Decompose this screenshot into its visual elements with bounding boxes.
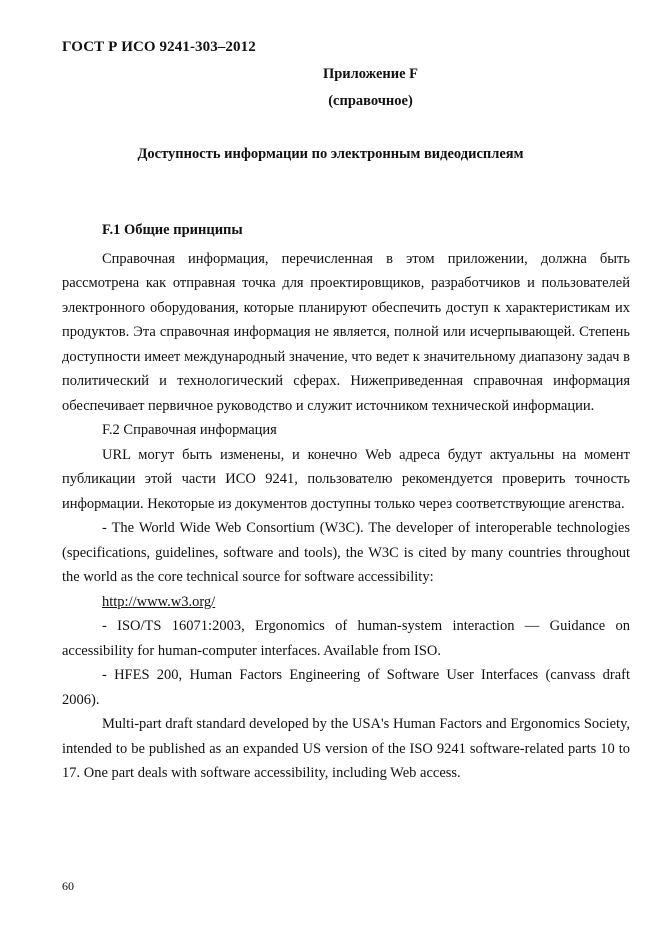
iso-paragraph: - ISO/TS 16071:2003, Ergonomics of human-system interaction — Guidance on accessibility for human-computer interfaces. Available from ISO. [62, 618, 630, 659]
document-body [62, 218, 630, 786]
f2-paragraph: URL могут быть изменены, и конечно Web адреса будут актуальны на момент публикации этой части ИСО 9241, пользователю рекомендуется проверить точность информации. Некоторые из документов доступны только через соответствующие агенства. [62, 446, 630, 512]
hfes-paragraph: - HFES 200, Human Factors Engineering of Software User Interfaces (canvass draft 2006). [62, 667, 630, 708]
w3c-link-line [62, 590, 630, 615]
w3c-link[interactable]: http://www.w3.org/ [102, 593, 216, 610]
w3c-paragraph: - The World Wide Web Consortium (W3C). The developer of interoperable technologies (specifications, guidelines, software and tools), the W3C is cited by many countries throughout the world as the core technical source for software accessibility: [62, 520, 630, 585]
f1-heading: F.1 Общие принципы [102, 222, 243, 238]
page-number: 60 [62, 879, 74, 893]
multipart-paragraph: Multi-part draft standard developed by the USA's Human Factors and Ergonomics Society, intended to be published as an expanded US version of the ISO 9241 software-related parts 10 to 17. One part deals with software accessibility, including Web access. [62, 716, 630, 781]
f1-paragraph: Справочная информация, перечисленная в этом приложении, должна быть рассмотрена как отправная точка для проектировщиков, разработчиков и пользователей электронного оборудования, которые планируют обеспечить доступ к характеристикам их продуктов. Эта справочная информация не является, полной или исчерпывающей. Степень доступности имеет международный значение, что ведет к значительному диапазону задач в политический и технологический сферах. Нижеприведенная справочная информация обеспечивает первичное руководство и служит источником технической информации. [62, 250, 630, 414]
appendix-title: Приложение F [322, 66, 419, 82]
standard-header: ГОСТ Р ИСО 9241-303–2012 [62, 39, 256, 55]
section-title: Доступность информации по электронным видеодисплеям [137, 146, 524, 162]
appendix-subtitle: (справочное) [328, 93, 413, 109]
f2-heading: F.2 Справочная информация [102, 422, 277, 438]
